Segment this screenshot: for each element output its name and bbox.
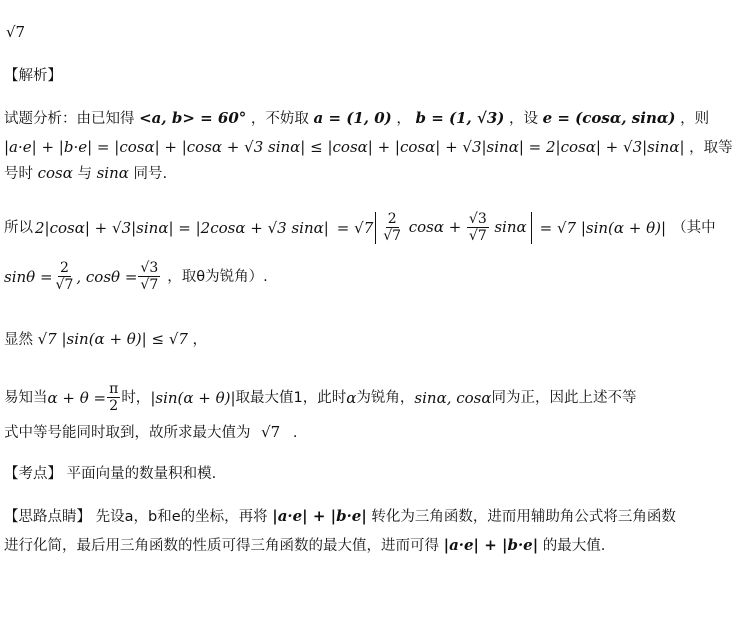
analysis-line-2	[4, 140, 733, 156]
silu-line-2	[4, 538, 605, 554]
analysis-line-8	[4, 425, 297, 441]
line3-text: 号时	[4, 166, 33, 182]
fraction-denominator: √7	[383, 228, 402, 244]
cos-theta: , cosθ =	[76, 267, 138, 286]
sin-alpha: sinα	[96, 164, 129, 182]
line4-abs-group	[375, 212, 531, 244]
line7-suffix: 同为正，因此上述不等	[491, 389, 637, 406]
answer-value: √7	[6, 23, 26, 41]
analysis-line-1	[4, 111, 709, 127]
fraction-2-over-root7	[54, 261, 76, 293]
silu-expression-2: |a·e| + |b·e|	[443, 536, 539, 554]
fraction-pi-over-2	[107, 382, 120, 414]
fraction-numerator: π	[109, 381, 119, 397]
line3-with: 与	[77, 166, 92, 182]
line4-sin: sinα	[494, 218, 527, 236]
fraction-numerator: √3	[140, 260, 159, 276]
line4-cos: cosα +	[408, 218, 462, 236]
line5-suffix: ，取θ为锐角）.	[167, 268, 268, 285]
kaodian-text: 平面向量的数量积和模.	[66, 466, 217, 482]
angle-expression: <a, b> = 60°	[139, 109, 247, 127]
kaodian-tag: 【考点】	[4, 466, 62, 482]
line7-mid3: 为锐角，	[356, 389, 415, 406]
fraction-denominator: 2	[109, 398, 119, 414]
line4-lhs: 2|cosα| + √3|sinα| = |2cosα + √3 sinα|	[35, 218, 329, 237]
line7-alpha: α	[346, 388, 357, 407]
fraction-numerator: 2	[387, 211, 397, 227]
line4-eq: = √7	[336, 218, 374, 237]
analysis-line-6	[4, 332, 207, 348]
line7-mid1: 时，	[121, 389, 151, 406]
line7-abs-sin: |sin(α + θ)|	[150, 388, 236, 407]
line4-eq2: = √7 |sin(α + θ)|	[539, 218, 667, 237]
line7-sin-cos: sinα, cosα	[414, 388, 492, 407]
fraction-denominator: √7	[55, 277, 74, 293]
fraction-root3-over-root7	[138, 261, 160, 293]
line6-suffix: ，	[192, 332, 208, 348]
analysis-line-5	[4, 261, 268, 293]
silu-l2a: 进行化简，最后用三角函数的性质可得三角函数的最大值，进而可得	[4, 538, 439, 554]
inequality-expression: |a·e| + |b·e| = |cosα| + |cosα + √3 sinα| ≤ |cosα| + |cosα| + √3|sinα| = 2|cosα| + √3|sinα|	[4, 138, 685, 156]
line7-prefix: 易知当	[4, 389, 48, 406]
line4-suffix: （其中	[672, 219, 716, 236]
line1-mid2: ，	[396, 111, 411, 127]
line7-expression: α + θ =	[47, 388, 107, 407]
line6-expression: √7 |sin(α + θ)| ≤ √7	[37, 330, 188, 348]
silu-expression-1: |a·e| + |b·e|	[272, 507, 367, 525]
vector-e-definition: e = (cosα, sinα)	[542, 109, 676, 127]
line1-mid3: ，设	[508, 111, 538, 127]
silu-l1b: 转化为三角函数，进而用辅助角公式将三角函数	[371, 509, 676, 525]
fraction-numerator: √3	[468, 211, 487, 227]
vector-b-definition: b = (1, √3)	[415, 109, 505, 127]
fraction-numerator: 2	[59, 260, 69, 276]
max-value: √7	[261, 423, 281, 441]
line3-tail: 同号.	[133, 166, 168, 182]
vector-a-definition: a = (1, 0)	[313, 109, 392, 127]
line1-mid1: ，不妨取	[250, 111, 309, 127]
fraction-2-over-root7	[381, 212, 403, 244]
line1-prefix: 试题分析：由已知得	[4, 111, 135, 127]
cos-alpha: cosα	[37, 164, 73, 182]
analysis-line-4	[4, 212, 716, 244]
silu-line-1	[4, 509, 676, 525]
kaodian-section	[4, 467, 216, 482]
line7-mid2: 取最大值1，此时	[235, 389, 347, 406]
silu-l2b: 的最大值.	[542, 538, 606, 554]
fraction-denominator: √7	[140, 277, 159, 293]
sin-theta: sinθ =	[4, 267, 53, 286]
fraction-denominator: √7	[468, 228, 487, 244]
line6-prefix: 显然	[4, 332, 33, 348]
analysis-line-7	[4, 382, 637, 414]
silu-tag: 【思路点睛】	[4, 509, 91, 525]
line8-text: 式中等号能同时取到，故所求最大值为	[4, 425, 251, 441]
fraction-root3-over-root7	[467, 212, 489, 244]
silu-l1a: 先设a，b和e的坐标，再将	[95, 509, 268, 525]
line2-suffix: ，取等	[689, 140, 733, 156]
line1-suffix: ，则	[680, 111, 710, 127]
analysis-line-3	[4, 166, 167, 182]
line8-tail: .	[292, 425, 298, 441]
analysis-heading: 【解析】	[4, 68, 62, 84]
line4-prefix: 所以	[4, 219, 33, 236]
